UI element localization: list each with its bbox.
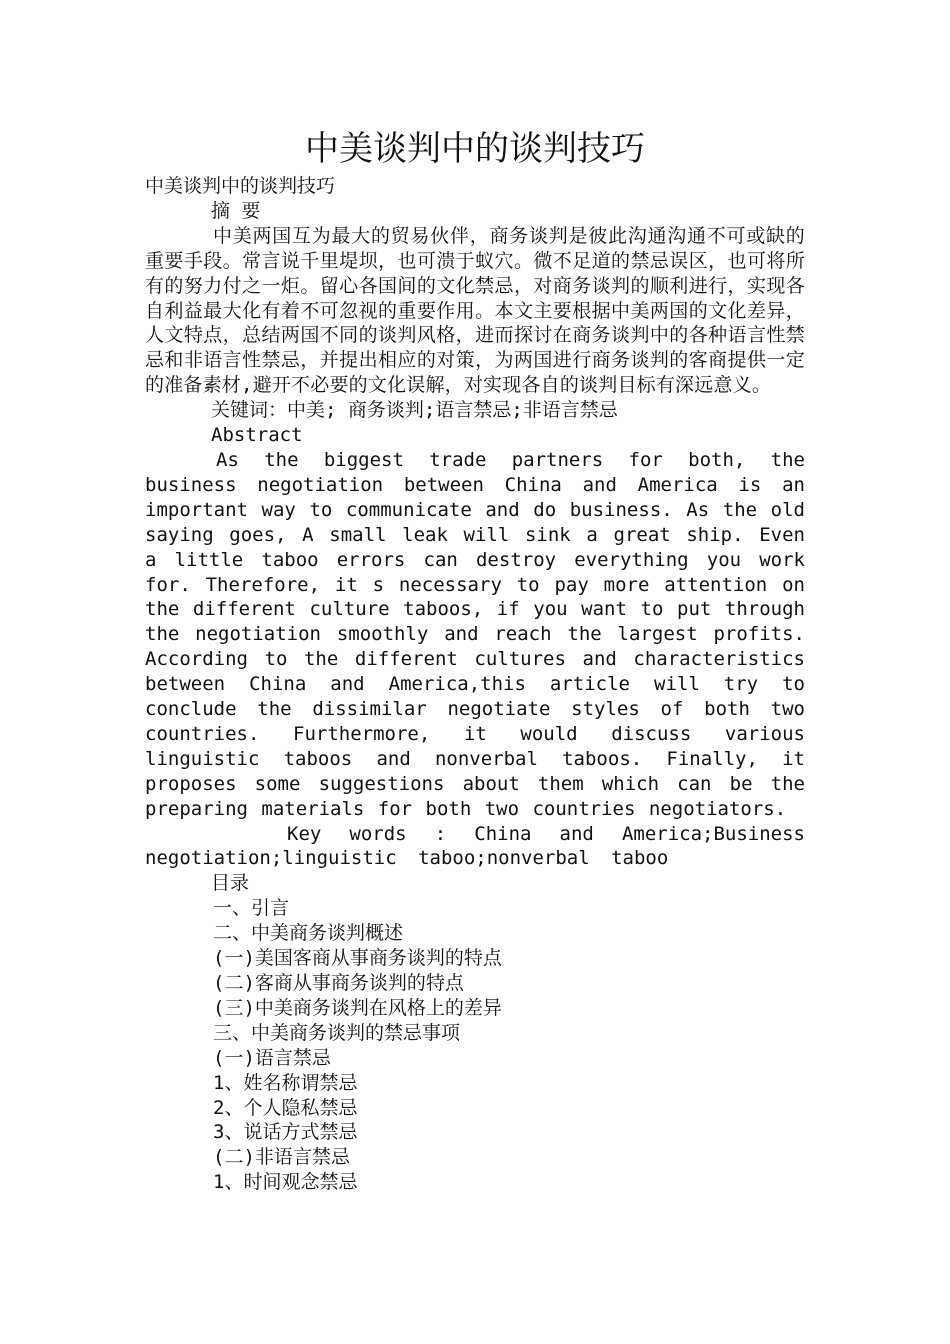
toc-heading: 目录 [211,872,250,895]
toc-item: (三)中美商务谈判在风格上的差异 [213,996,502,1019]
toc-item: 1、姓名称谓禁忌 [213,1071,358,1094]
toc-item: 一、引言 [213,897,290,920]
abstract-heading: 摘 要 [211,199,261,222]
toc-item: 3、说话方式禁忌 [213,1121,358,1144]
toc-item: 三、中美商务谈判的禁忌事项 [213,1021,461,1044]
document-subtitle: 中美谈判中的谈判技巧 [145,175,336,197]
table-of-contents [145,896,805,1195]
document-title: 中美谈判中的谈判技巧 [305,129,645,169]
toc-item: (一)语言禁忌 [213,1046,331,1069]
abstract-zh-paragraph: 中美两国互为最大的贸易伙伴，商务谈判是彼此沟通沟通不可或缺的重要手段。常言说千里堤坝，也可溃于蚁穴。微不足道的禁忌误区，也可将所有的努力付之一炬。留心各国间的文化禁忌，对商务谈判的顺利进行，实现各自利益最大化有着不可忽视的重要作用。本文主要根据中美两国的文化差异，人文特点，总结两国不同的谈判风格，进而探讨在商务谈判中的各种语言性禁忌和非语言性禁忌，并提出相应的对策，为两国进行商务谈判的客商提供一定的准备素材,避开不必要的文化误解，对实现各自的谈判目标有深远意义。 [145,224,805,397]
toc-item: (一)美国客商从事商务谈判的特点 [213,947,502,970]
abstract-en-heading: Abstract [211,424,303,447]
toc-item: 1、时间观念禁忌 [213,1171,358,1194]
keywords-en: Key words : China and America;Business negotiation;linguistic taboo;nonverbal taboo [145,822,805,870]
document-body [145,174,805,1195]
toc-item: 2、个人隐私禁忌 [213,1096,358,1119]
toc-item: (二)非语言禁忌 [213,1146,350,1169]
toc-item: (二)客商从事商务谈判的特点 [213,972,464,994]
toc-item: 二、中美商务谈判概述 [213,922,404,945]
keywords-zh: 关键词：中美; 商务谈判;语言禁忌;非语言禁忌 [211,399,618,422]
abstract-en-paragraph: As the biggest trade partners for both, the business negotiation between China and America is an important way to communicate and do business. As the old saying goes, A small leak will sink a great ship. Even a little taboo errors can destroy everything you work for. Therefore, it s necessary to pay more attention on the different culture taboos, if you want to put through the negotiation smoothly and reach the largest profits. According to the different cultures and characteristics between China and America,this article will try to conclude the dissimilar negotiate styles of both two countries. Furthermore, it would discuss various linguistic taboos and nonverbal taboos. Finally, it proposes some suggestions about them which can be the preparing materials for both two countries negotiators. [145,448,805,820]
